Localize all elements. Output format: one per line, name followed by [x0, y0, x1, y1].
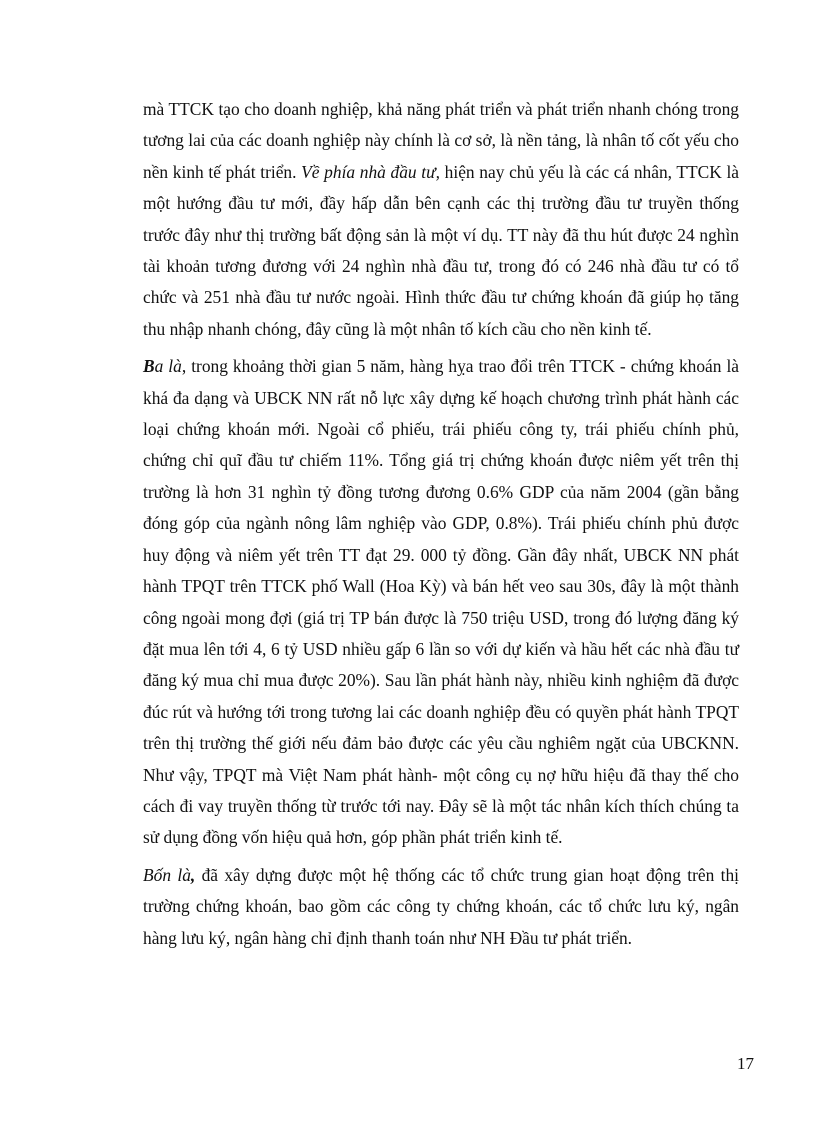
paragraph-1	[143, 94, 739, 345]
paragraph-2-lead-italic: a là	[154, 356, 182, 377]
page-number: 17	[737, 1054, 754, 1073]
paragraph-2	[143, 351, 739, 854]
paragraph-3-lead-italic: Bốn là	[143, 864, 191, 885]
paragraph-1-text: mà TTCK tạo cho doanh nghiệp, khả năng phát triển và phát triển nhanh chóng trong tương lai của các doanh nghiệp này chính là cơ sở, là nền tảng, là nhân tố cốt yếu cho nền kinh tế phát triển.	[143, 99, 739, 182]
paragraph-2-lead-bold: B	[143, 356, 155, 377]
paragraph-1-italic-phrase: Về phía nhà đầu tư,	[301, 161, 440, 182]
paragraph-3-text: đã xây dựng được một hệ thống các tổ chức trung gian hoạt động trên thị trường chứng khoán, bao gồm các công ty chứng khoán, các tổ chức lưu ký, ngân hàng lưu ký, ngân hàng chỉ định thanh toán như NH Đầu tư phát triển.	[143, 864, 739, 948]
paragraph-2-text: , trong khoảng thời gian 5 năm, hàng hỵa trao đổi trên TTCK - chứng khoán là khá đa dạng và UBCK NN rất nỗ lực xây dựng kế hoạch chương trình phát hành các loại chứng khoán mới. Ngoài cổ phiếu, trái phiếu công ty, trái phiếu chính phủ, chứng chỉ quĩ đầu tư chiếm 11%. Tổng giá trị chứng khoán được niêm yết trên thị trường là hơn 31 nghìn tỷ đồng tương đương 0.6% GDP của năm 2004 (gần bằng đóng góp của ngành nông lâm nghiệp vào GDP, 0.8%). Trái phiếu chính phủ được huy động và niêm yết trên TT đạt 29. 000 tỷ đồng. Gần đây nhất, UBCK NN phát hành TPQT trên TTCK phố Wall (Hoa Kỳ) và bán hết veo sau 30s, đây là một thành công ngoài mong đợi (giá trị TP bán được là 750 triệu USD, trong đó lượng đăng ký đặt mua lên tới 4, 6 tỷ USD nhiều gấp 6 lần so với dự kiến và hầu hết các nhà đầu tư đăng ký mua chỉ mua được 20%). Sau lần phát hành này, nhiều kinh nghiệm đã được đúc rút và hướng tới trong tương lai các doanh nghiệp đều có quyền phát hành TPQT trên thị trường thế giới nếu đảm bảo được các yêu cầu nghiêm ngặt của UBCKNN. Như vậy, TPQT mà Việt Nam phát hành- một công cụ nợ hữu hiệu đã thay thế cho cách đi vay truyền thống từ trước tới nay. Đây sẽ là một tác nhân kích thích chúng ta sử dụng đồng vốn hiệu quả hơn, góp phần phát triển kinh tế.	[143, 356, 739, 848]
paragraph-3	[143, 860, 739, 954]
body-text	[143, 94, 739, 960]
paragraph-3-lead-bold: ,	[190, 864, 196, 885]
paragraph-1-text-after: hiện nay chủ yếu là các cá nhân, TTCK là một hướng đầu tư mới, đầy hấp dẫn bên cạnh các thị trường đầu tư truyền thống trước đây như thị trường bất động sản là một ví dụ. TT này đã thu hút được 24 nghìn tài khoản tương đương với 24 nghìn nhà đầu tư, trong đó có 246 nhà đầu tư có tổ chức và 251 nhà đầu tư nước ngoài. Hình thức đầu tư chứng khoán đã giúp họ tăng thu nhập nhanh chóng, đây cũng là một nhân tố kích cầu cho nền kinh tế.	[143, 161, 739, 339]
